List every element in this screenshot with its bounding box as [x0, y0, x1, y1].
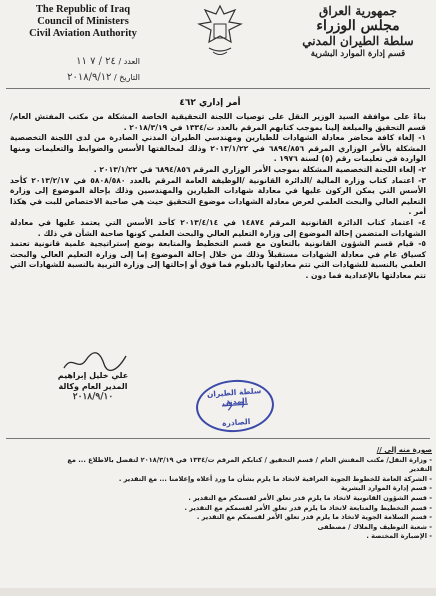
date-label: التاريخ /: [113, 73, 140, 82]
ar-line-2: مجلس الوزراء: [316, 18, 400, 34]
official-stamp: [194, 377, 275, 434]
date-value: ٢٠١٨/٩/١٢: [67, 72, 112, 83]
order-title: أمر إداري ٤٦٢: [179, 98, 241, 108]
copies-line-4: - قسم الشؤون القانونية لاتخاذ ما يلزم قدر تعلق الأمر لقسمكم مع التقدير .: [188, 493, 432, 502]
copies-line-6: - قسم السلامة الجوية لاتخاذ ما يلزم قدر تعلق الأمر لقسمكم مع التقدير .: [196, 513, 432, 522]
copies-line-8: - الإضبارة المختصة .: [366, 532, 432, 541]
english-letterhead: [8, 4, 158, 40]
stamp-top-text: سلطة الطيران المدني: [206, 386, 262, 407]
number-value: ٢٤ / ٧ ١١: [76, 56, 116, 67]
body-item-3: ٣- اعتماد كتاب وزارة المالية /الدائرة القانونية /الوظيفة العامة المرقم بالعدد ٥٨٠٨/٥٨٠ في ٢٠١٣/٢/١٧ كأحد الأسس التي يمكن الركون عليها في معادلة شهادات الطيارين والمهندسين وذلك بإحالة الموضوع إلى وزارة التعليم العالي والبحث العلمي لعرض معادلة الشهادات موضوع التحقيق حيث هي صاحبة الاختصاص للبت في هكذا أمر .: [10, 175, 426, 217]
body-item-2: ٢- إلغاء اللجنة التخصصية المشكلة بموجب الأمر الوزاري المرقم ٦٨٩٤/٨٥٦ في ٢٠١٣/١/٢٢ .: [93, 164, 426, 174]
en-line-2: Council of Ministers: [37, 16, 129, 27]
en-line-1: The Republic of Iraq: [35, 4, 131, 15]
copies-line-7: - شعبة التوظيف والملاك / مصطفى: [317, 522, 432, 531]
page-bottom-edge: [0, 588, 436, 596]
document-number: [20, 56, 140, 67]
copies-divider: [6, 438, 430, 439]
copies-line-5: - قسم التخطيط والمتابعة لاتخاذ ما يلزم قدر تعلق الأمر لقسمكم مع التقدير .: [184, 503, 432, 512]
stamp-bottom-text: الصادرة: [221, 416, 251, 428]
signature-block: [28, 370, 158, 403]
document-date: [20, 72, 140, 83]
iraq-eagle-emblem-icon: [195, 2, 245, 60]
body-item-1: ١- إلغاء كافة محاضر معادلة الشهادات للطيارين ومهندسي الطيران المدني الصادرة من لدى اللجنة التخصصية المشكلة بالأمر الوزاري المرقم ٦٨٩٤/٨٥٦ في ٢٠١٣/١/٢٢ وذلك لمخالفتها الأسس والضوابط والتعليمات ومنها الواردة في تعليمات رقم (٥) لسنة ١٩٧٦ .: [10, 133, 426, 164]
copies-line-2: - الشركة العامة للخطوط الجوية العراقية لاتخاذ ما يلزم بشأن ما ورد أعلاه وإعلامنا ... مع التقدير .: [118, 474, 432, 483]
signer-title: المدير العام وكالة: [58, 382, 128, 391]
ar-line-1: جمهورية العراق: [319, 4, 397, 18]
copies-title: صورة منه إلى //: [376, 446, 432, 454]
number-label: العدد /: [118, 57, 140, 66]
ar-line-3: سلطة الطيران المدني: [302, 34, 414, 48]
body-intro: بناءً على موافقة السيد الوزير النقل على توصيات اللجنة التحقيقية الخاصة المشكلة من مكتب المفتش العام/ قسم التحقيق والمبلغة إلينا بموجب كتابهم المرقم بالعدد ت/١٣٣٤ في ٢٠١٨/٣/١٩ .: [10, 112, 426, 132]
copies-list: [60, 446, 432, 542]
copies-line-1: - وزارة النقل/ مكتب المفتش العام / قسم التحقيق / كتابكم المرقم ت/١٣٣٤ في ٢٠١٨/٣/١٩ لتفضل بالاطلاع ... مع التقدير: [67, 455, 432, 474]
body-item-4: ٤- اعتماد كتاب الدائرة القانونية المرقم ١٤٨٧٤ في ٢٠١٣/٤/١٤ كأحد الأسس التي يعتمد عليها في معادلة الشهادات المتضمن إحالة الموضوع إلى وزارة التعليم العالي والبحث العلمي كونها صاحبة الشأن في ذلك .: [10, 217, 426, 238]
signer-name: علي خليل إبراهيم: [57, 371, 129, 380]
order-body: [10, 112, 426, 282]
header-divider: [6, 88, 430, 89]
copies-line-3: - قسم إدارة الموارد البشرية: [340, 484, 432, 493]
ar-line-4: قسم إدارة الموارد البشرية: [310, 49, 406, 59]
airplane-icon: [220, 399, 251, 411]
arabic-letterhead: [288, 4, 428, 59]
en-line-3: Civil Aviation Authority: [29, 28, 137, 39]
body-item-5: ٥- قيام قسم الشؤون القانونية بالتعاون مع قسم التخطيط والمتابعة بوضع إستراتيجية علمية قانونية تعتمد كسياق عام في معادلة الشهادات مستقبلاً وذلك من خلال إحالة الموضوع إما إلى وزارة التعليم العالي والبحث العلمي بالنسبة للشهادات التي تتم معادلتها بالدبلوم فما فوق أو إحالتها إلى وزارة التربية بالنسبة للشهادات التي تتم معادلتها بالإعدادية فما دون .: [10, 239, 426, 280]
signer-date: ٢٠١٨/٩/١٠: [72, 392, 114, 402]
